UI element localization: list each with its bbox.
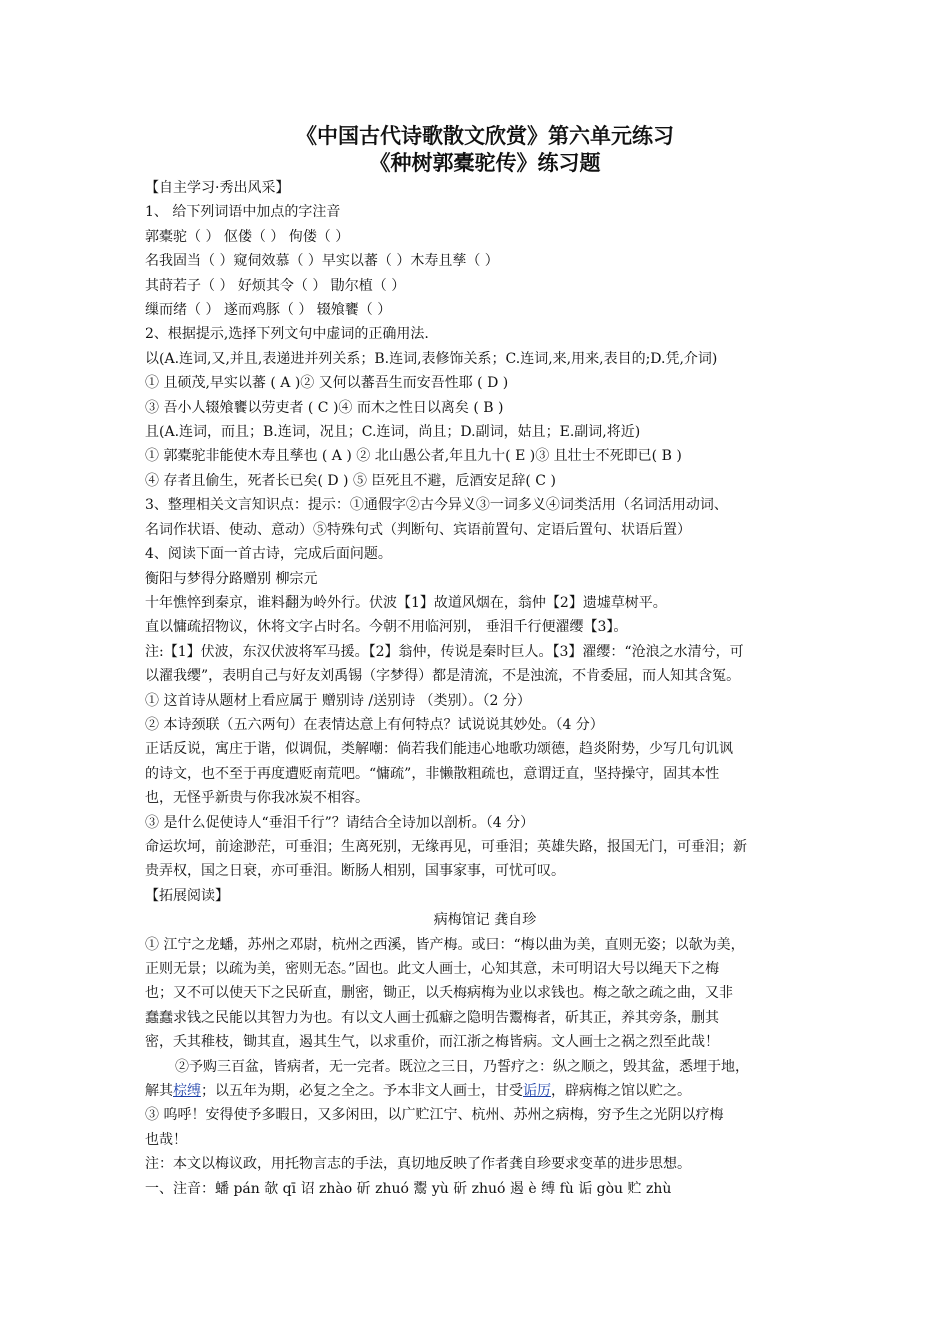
text-line: ② 本诗颈联（五六两句）在表情达意上有何特点？试说说其妙处。（4 分） (145, 716, 604, 733)
text-line: 贵弄权，国之日衰，亦可垂泪。断肠人相别，国事家事，可忧可叹。 (145, 863, 565, 880)
text-line: 4、阅读下面一首古诗，完成后面问题。 (145, 546, 392, 563)
text-line: 其莳若子（ ） 好烦其令（ ） 勖尔植（ ） (145, 277, 406, 294)
text-line: 缫而绪（ ） 遂而鸡豚（ ） 辍飧饔（ ） (145, 302, 392, 319)
text-segment: 解其 (145, 1083, 173, 1100)
text-line: 名词作状语、使动、意动）⑤特殊句式（判断句、宾语前置句、定语后置句、状语后置） (145, 521, 691, 538)
text-line: ① 郭橐驼非能使木寿且孳也 ( A ) ② 北山愚公者,年且九十( E )③ 且壮士不死即已( B ) (145, 448, 682, 465)
text-line: 注:【1】伏波，东汉伏波将军马援。【2】翁仲，传说是秦时巨人。【3】濯缨：“沧浪之水清兮，可 (145, 643, 744, 660)
text-line: 1、 给下列词语中加点的字注音 (145, 204, 341, 221)
text-line: ③ 是什么促使诗人“垂泪千行”？请结合全诗加以剖析。（4 分） (145, 814, 535, 831)
text-line: 密，夭其稚枝，锄其直，遏其生气，以求重价，而江浙之梅皆病。文人画士之祸之烈至此哉！ (145, 1034, 719, 1051)
underlined-word[interactable]: 诟厉 (523, 1083, 551, 1100)
text-line: 且(A.连词，而且；B.连词，况且；C.连词，尚且；D.副词，姑且；E.副词,将近) (145, 424, 641, 441)
text-line: 注：本文以梅议政，用托物言志的手法，真切地反映了作者龚自珍要求变革的进步思想。 (145, 1156, 691, 1173)
text-line: 一、注音：蟠 pán 欹 qī 诏 zhào 斫 zhuó 鬻 yù 斫 zhuó 遏 è 缚 fù 诟 gòu 贮 zhù (145, 1180, 672, 1197)
text-line: ① 这首诗从题材上看应属于 赠别诗 /送别诗 （类别）。（2 分） (145, 692, 531, 709)
text-line: 正则无景；以疏为美，密则无态。”固也。此文人画士，心知其意，未可明诏大号以绳天下之梅 (145, 961, 720, 977)
text-line: 2、根据提示,选择下列文句中虚词的正确用法. (145, 326, 429, 343)
document-title-line2: 《种树郭橐驼传》练习题 (369, 150, 601, 175)
text-line: ④ 存者且偷生，死者长已矣( D ) ⑤ 臣死且不避，卮酒安足辞( C ) (145, 472, 556, 489)
document-page (145, 122, 825, 1201)
text-line: 病梅馆记 龚自珍 (433, 912, 537, 929)
text-line: 也；又不可以使天下之民斫直，删密，锄正，以夭梅病梅为业以求钱也。梅之欹之疏之曲，又非 (145, 985, 733, 1002)
text-line: 名我固当（ ）窥伺效慕（ ）早实以蕃（ ）木寿且孳（ ） (145, 253, 499, 270)
text-line: 也，无怪乎新贵与你我冰炭不相容。 (145, 790, 369, 807)
text-line: 直以慵疏招物议，休将文字占时名。今朝不用临河别， 垂泪千行便濯缨【3】。 (145, 619, 628, 636)
text-line: 以濯我缨”，表明自己与好友刘禹锡（字梦得）都是清流，不是浊流，不肯委屈，而人知其含冤。 (145, 668, 741, 685)
text-line: ②予购三百盆，皆病者，无一完者。既泣之三日，乃誓疗之：纵之顺之，毁其盆，悉埋于地， (175, 1058, 749, 1075)
text-line: 郭橐驼（ ） 伛偻（ ） 佝偻（ ） (145, 228, 350, 245)
text-line: 蠢蠢求钱之民能以其智力为也。有以文人画士孤癖之隐明告鬻梅者，斫其正，养其旁条，删其 (145, 1009, 719, 1026)
text-line: 【拓展阅读】 (145, 887, 229, 904)
text-segment: ，辟病梅之馆以贮之。 (551, 1083, 691, 1100)
text-line (145, 1079, 825, 1103)
text-segment: ；以五年为期，必复之全之。予本非文人画士，甘受 (201, 1083, 523, 1100)
text-line: ① 且硕茂,早实以蕃 ( A )② 又何以蕃吾生而安吾性耶 ( D ) (145, 375, 509, 392)
text-line: ③ 呜呼！安得使予多暇日，又多闲田，以广贮江宁、杭州、苏州之病梅，穷予生之光阴以疗梅 (145, 1107, 724, 1124)
text-line: 衡阳与梦得分路赠别 柳宗元 (145, 570, 318, 587)
document-body (145, 176, 825, 1201)
text-line: 命运坎坷，前途渺茫，可垂泪；生离死别，无缘再见，可垂泪；英雄失路，报国无门，可垂泪；新 (145, 838, 747, 855)
text-line: 3、整理相关文言知识点：提示：①通假字②古今异义③一词多义④词类活用（名词活用动词、 (145, 497, 728, 514)
text-line: ① 江宁之龙蟠，苏州之邓尉，杭州之西溪，皆产梅。或曰：“梅以曲为美，直则无姿；以欹为美， (145, 936, 745, 953)
text-line: 也哉！ (145, 1131, 187, 1148)
text-line: 【自主学习·秀出风采】 (145, 180, 290, 196)
underlined-word[interactable]: 棕缚 (173, 1083, 201, 1100)
text-line: 的诗文，也不至于再度遭贬南荒吧。“慵疏”，非懒散粗疏也，意谓迂直，坚持操守，固其本性 (145, 765, 720, 782)
document-title-line1: 《中国古代诗歌散文欣赏》第六单元练习 (296, 123, 674, 148)
text-line: 以(A.连词,又,并且,表递进并列关系；B.连词,表修饰关系；C.连词,来,用来,表目的;D.凭,介词) (145, 350, 718, 367)
text-line: 正话反说，寓庄于谐，似调侃，类解嘲：倘若我们能违心地歌功颂德，趋炎附势，少写几句讥讽 (145, 741, 733, 758)
text-line: ③ 吾小人辍飧饔以劳吏者 ( C )④ 而木之性日以离矣 ( B ) (145, 399, 504, 416)
text-line: 十年憔悴到秦京，谁料翻为岭外行。伏波【1】故道风烟在，翁仲【2】遗墟草树平。 (145, 594, 667, 611)
